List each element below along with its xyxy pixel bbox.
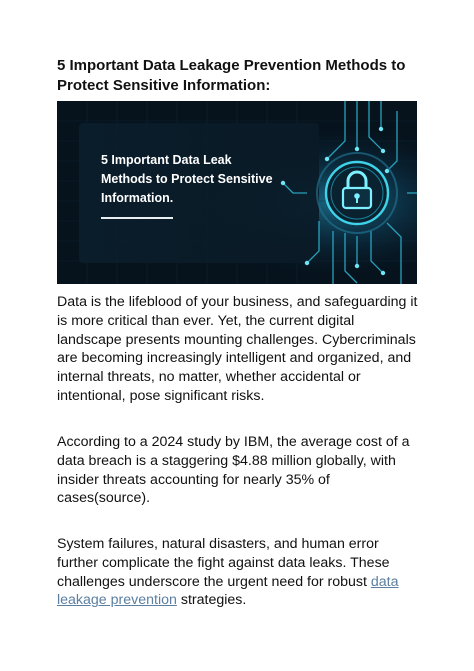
hero-title-line: 5 Important Data Leak xyxy=(101,153,232,167)
paragraph-text: strategies. xyxy=(176,592,247,609)
hero-title xyxy=(101,151,311,208)
data-leakage-prevention-link[interactable]: data leakage prevention xyxy=(57,573,399,609)
hero-underline xyxy=(101,217,173,219)
document-title: 5 Important Data Leakage Prevention Methods to Protect Sensitive Information: xyxy=(57,57,406,94)
hero-title-line: Methods to Protect Sensitive xyxy=(101,172,273,186)
paragraph-text: System failures, natural disasters, and human error further complicate the fight against data leaks. These challenges underscore the urgent need for robust xyxy=(57,536,390,590)
hero-title-line: Information. xyxy=(101,191,174,205)
paragraph-ibm-study: According to a 2024 study by IBM, the average cost of a data breach is a staggering $4.88 million globally, with insider threats accounting for nearly 35% of cases(source). xyxy=(57,434,410,507)
hero-image xyxy=(57,101,417,284)
paragraph-intro: Data is the lifeblood of your business, and safeguarding it is more critical than ever. Yet, the current digital landscape presents mounting challenges. Cybercriminals are becoming increasingly intelligent and organized, and internal threats, no matter, whether accidental or intentional, pose significant risks. xyxy=(57,294,418,404)
paragraph-challenges xyxy=(57,535,419,610)
